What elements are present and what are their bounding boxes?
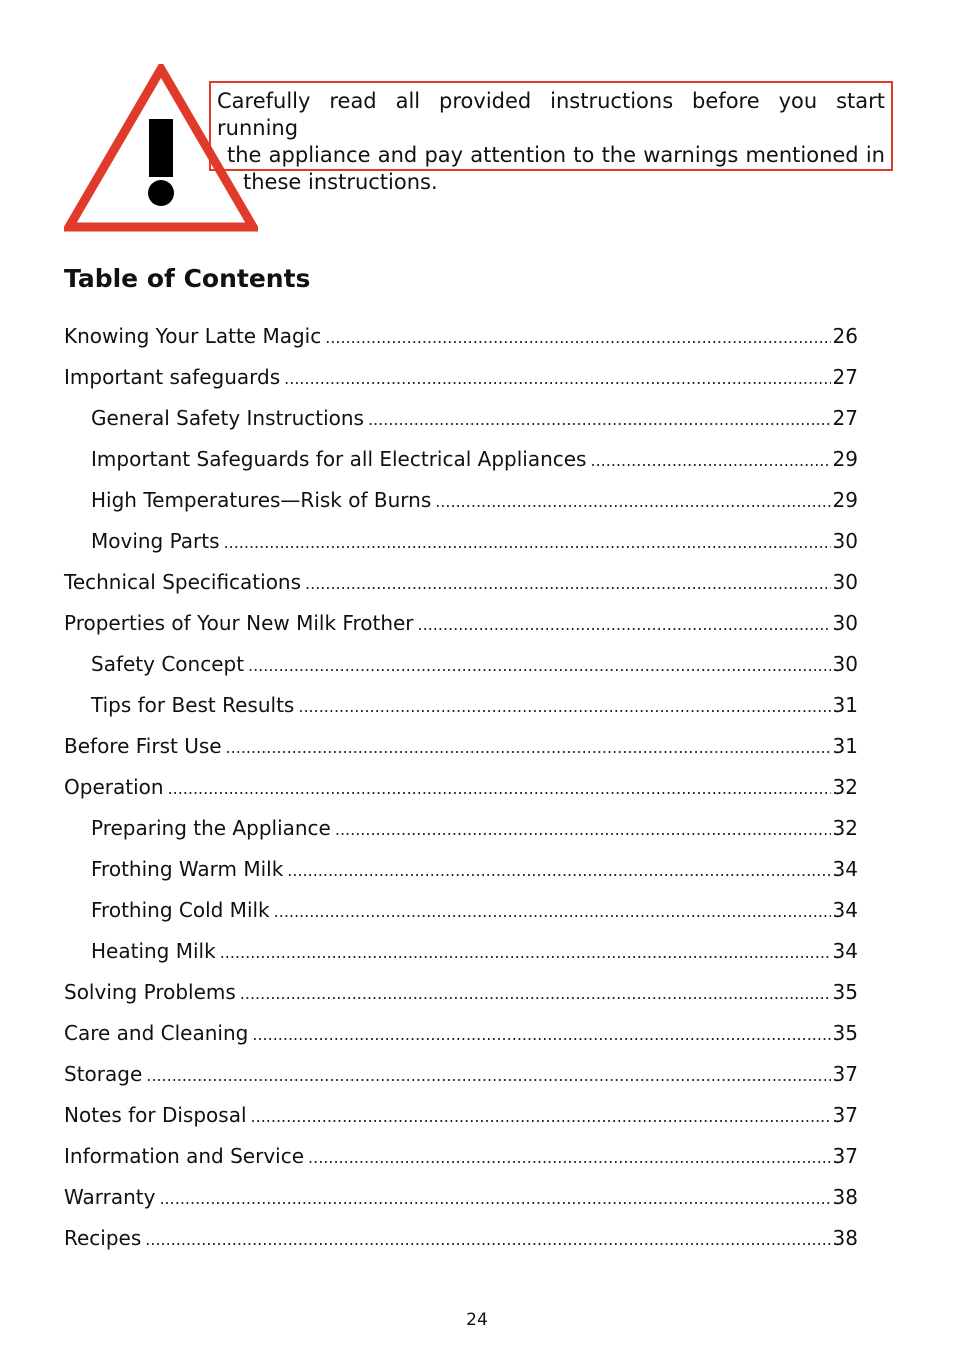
toc-entry-title: Technical Specifications — [64, 570, 302, 594]
toc-entry — [64, 646, 858, 687]
toc-entry — [64, 564, 858, 605]
toc-entry-title: Safety Concept — [91, 652, 245, 676]
toc-dot-leader — [335, 812, 831, 848]
toc-entry-page: 29 — [832, 488, 858, 512]
toc-entry — [64, 318, 858, 359]
page-number: 24 — [466, 1310, 488, 1330]
toc-entry-page: 37 — [832, 1144, 858, 1168]
toc-entry-title: Important Safeguards for all Electrical Appliances — [91, 447, 587, 471]
toc-entry — [64, 851, 858, 892]
toc-entry — [64, 1015, 858, 1056]
toc-entry — [64, 482, 858, 523]
toc-entry-page: 37 — [832, 1062, 858, 1086]
toc-entry-page: 37 — [832, 1103, 858, 1127]
toc-entry — [64, 810, 858, 851]
toc-entry-title: Storage — [64, 1062, 143, 1086]
toc-dot-leader — [590, 443, 830, 479]
toc-entry-page: 35 — [832, 980, 858, 1004]
toc-entry-title: Information and Service — [64, 1144, 305, 1168]
toc-entry — [64, 892, 858, 933]
toc-dot-leader — [308, 1140, 831, 1176]
toc-entry-title: Preparing the Appliance — [91, 816, 331, 840]
toc-dot-leader — [305, 566, 831, 602]
toc-entry-title: Heating Milk — [91, 939, 216, 963]
toc-entry — [64, 974, 858, 1015]
toc-dot-leader — [226, 730, 831, 766]
toc-entry-page: 30 — [832, 652, 858, 676]
toc-entry-page: 35 — [832, 1021, 858, 1045]
toc-dot-leader — [240, 976, 831, 1012]
toc-entry-title: Operation — [64, 775, 164, 799]
toc-dot-leader — [325, 320, 830, 356]
toc-entry-title: Frothing Warm Milk — [91, 857, 284, 881]
toc-entry-page: 29 — [832, 447, 858, 471]
toc-entry-title: Properties of Your New Milk Frother — [64, 611, 414, 635]
toc-entry-title: Tips for Best Results — [91, 693, 295, 717]
toc-entry-page: 32 — [832, 775, 858, 799]
toc-dot-leader — [220, 935, 831, 971]
toc-entry-page: 30 — [832, 611, 858, 635]
toc-entry-page: 30 — [832, 529, 858, 553]
toc-heading: Table of Contents — [64, 264, 311, 293]
toc-entry — [64, 1097, 858, 1138]
toc-entry-title: High Temperatures—Risk of Burns — [91, 488, 432, 512]
toc-entry — [64, 769, 858, 810]
toc-entry — [64, 605, 858, 646]
toc-dot-leader — [248, 648, 831, 684]
toc-dot-leader — [251, 1099, 831, 1135]
toc-dot-leader — [274, 894, 831, 930]
toc-entry-page: 34 — [832, 939, 858, 963]
toc-entry — [64, 1056, 858, 1097]
toc-entry-page: 27 — [832, 365, 858, 389]
toc-dot-leader — [224, 525, 831, 561]
toc-entry-page: 27 — [832, 406, 858, 430]
toc-entry-page: 38 — [832, 1226, 858, 1250]
toc-entry — [64, 687, 858, 728]
toc-dot-leader — [435, 484, 830, 520]
toc-dot-leader — [298, 689, 830, 725]
toc-entry — [64, 523, 858, 564]
toc-entry — [64, 1220, 858, 1261]
warning-text-line-2: the appliance and pay attention to the warnings mentioned in — [227, 143, 885, 167]
toc-entry-title: General Safety Instructions — [91, 406, 364, 430]
toc-entry-page: 32 — [832, 816, 858, 840]
toc-entry-title: Care and Cleaning — [64, 1021, 249, 1045]
toc-entry-title: Frothing Cold Milk — [91, 898, 270, 922]
toc-dot-leader — [368, 402, 831, 438]
toc-dot-leader — [418, 607, 831, 643]
toc-entry — [64, 933, 858, 974]
toc-entry — [64, 441, 858, 482]
toc-entry-page: 26 — [832, 324, 858, 348]
toc-entry — [64, 400, 858, 441]
toc-entry-title: Before First Use — [64, 734, 222, 758]
warning-notice — [209, 81, 893, 194]
toc-entry — [64, 1138, 858, 1179]
toc-entry-title: Knowing Your Latte Magic — [64, 324, 322, 348]
warning-text-line-3: these instructions. — [243, 170, 438, 194]
toc-entry — [64, 359, 858, 400]
warning-text-line-1: Carefully read all provided instructions before you start running — [217, 89, 885, 140]
toc-entry-title: Important safeguards — [64, 365, 281, 389]
table-of-contents — [64, 318, 858, 1261]
toc-entry-page: 38 — [832, 1185, 858, 1209]
toc-entry-page: 34 — [832, 857, 858, 881]
toc-dot-leader — [168, 771, 831, 807]
toc-dot-leader — [287, 853, 830, 889]
toc-entry-page: 31 — [832, 693, 858, 717]
toc-dot-leader — [159, 1181, 830, 1217]
toc-entry-page: 31 — [832, 734, 858, 758]
toc-dot-leader — [284, 361, 830, 397]
toc-entry — [64, 1179, 858, 1220]
toc-entry-page: 34 — [832, 898, 858, 922]
toc-entry-page: 30 — [832, 570, 858, 594]
toc-entry-title: Moving Parts — [91, 529, 220, 553]
toc-dot-leader — [146, 1058, 830, 1094]
toc-entry-title: Notes for Disposal — [64, 1103, 247, 1127]
toc-entry — [64, 728, 858, 769]
toc-entry-title: Solving Problems — [64, 980, 236, 1004]
toc-entry-title: Warranty — [64, 1185, 156, 1209]
toc-entry-title: Recipes — [64, 1226, 142, 1250]
toc-dot-leader — [145, 1222, 830, 1258]
toc-dot-leader — [252, 1017, 830, 1053]
